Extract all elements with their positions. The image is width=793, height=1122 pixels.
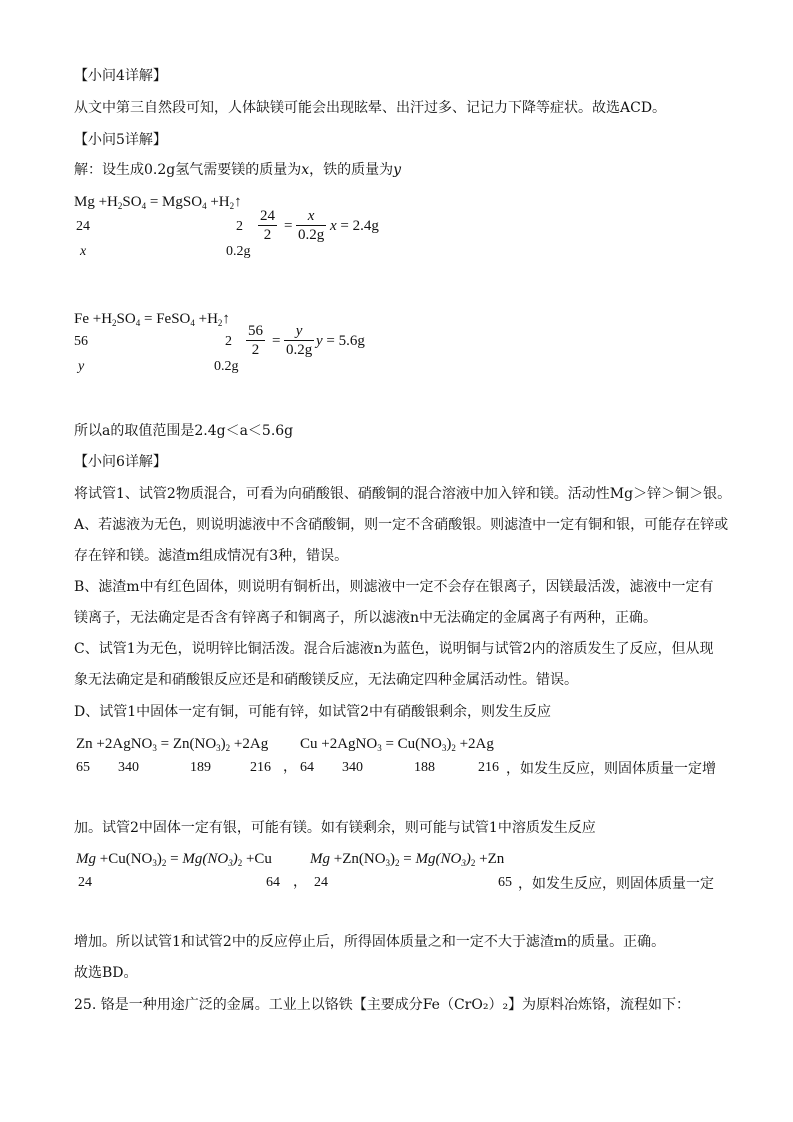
- comma: ，: [293, 875, 307, 890]
- q5-conclusion: 所以a的取值范围是2.4g＜a＜5.6g: [74, 423, 294, 439]
- mg-fraction-left: 24 2: [260, 208, 275, 243]
- ag-mass-216: 216: [250, 760, 271, 775]
- mg-var-x: x: [80, 244, 87, 259]
- zn-mass-65: 65: [498, 875, 512, 890]
- q6-option-a-line-2: 存在锌和镁。滤渣m组成情况有3种，错误。: [74, 548, 349, 564]
- q6-option-a-line-1: A、若滤液为无色，则说明滤液中不含硝酸铜，则一定不含硝酸银。则滤渣中一定有铜和银，可能存在锌或: [74, 517, 729, 533]
- fe-h2so4-equation: $Fe +H_2SO_4$ = FeSO$_4$ $+H_2↑$: [74, 311, 230, 328]
- cu-no3-mass-188: 188: [414, 760, 435, 775]
- comma: ，: [283, 760, 297, 775]
- q5-heading: 【小问5详解】: [74, 132, 167, 148]
- zn-mass-65: 65: [76, 760, 90, 775]
- zn-no3-mass-189: 189: [190, 760, 211, 775]
- q6-option-c-line-2: 象无法确定是和硝酸银反应还是和硝酸镁反应，无法确定四种金属活动性。错误。: [74, 672, 578, 688]
- q6-option-c-line-1: C、试管1为无色，说明锌比铜活泼。混合后滤液n为蓝色，说明铜与试管2内的溶质发生了反应，但从现: [74, 641, 714, 657]
- q6-answer: 故选BD。: [74, 965, 138, 981]
- q6-option-b-line-1: B、滤渣m中有红色固体，则说明有铜析出，则滤液中一定不会存在银离子，因镁最活泼，滤液中一定有: [74, 579, 714, 595]
- agno3-mass-340: 340: [118, 760, 139, 775]
- q25-text: 25. 铬是一种用途广泛的金属。工业上以铬铁【主要成分Fe（CrO₂）₂】为原料冶炼铬，流程如下：: [74, 997, 691, 1013]
- q6-option-b-line-2: 镁离子，无法确定是否含有锌离子和铜离子，所以滤液n中无法确定的金属离子有两种，正确。: [74, 610, 658, 626]
- mg-result: x = 2.4g: [330, 218, 379, 234]
- q6-heading: 【小问6详解】: [74, 454, 167, 470]
- fe-mass-2: 2: [225, 334, 232, 349]
- mg-fraction-right: x 0.2g: [298, 208, 325, 243]
- q5-intro: 解：设生成0.2g氢气需要镁的质量为x，铁的质量为y: [74, 162, 402, 178]
- mg-mass-24: 24: [78, 875, 92, 890]
- mg-mass-24: 24: [314, 875, 328, 890]
- q4-heading: 【小问4详解】: [74, 68, 167, 84]
- fe-result: y = 5.6g: [316, 333, 365, 349]
- q6-option-d-line-2-tail: ，如发生反应，则固体质量一定增: [506, 761, 716, 777]
- mg-var-0.2g: 0.2g: [226, 244, 251, 259]
- q6-option-d-line-3: 加。试管2中固体一定有银，可能有镁。如有镁剩余，则可能与试管1中溶质发生反应: [74, 820, 596, 836]
- agno3-mass-340: 340: [342, 760, 363, 775]
- mg-h2so4-equation: $Mg +H_2SO_4$ = MgSO$_4$ $+H_2↑$: [74, 194, 242, 211]
- equals-sign: =: [272, 333, 281, 349]
- fe-mass-56: 56: [74, 334, 88, 349]
- fe-fraction-right: y 0.2g: [286, 323, 313, 358]
- q6-option-d-line-1: D、试管1中固体一定有铜，可能有锌，如试管2中有硝酸银剩余，则发生反应: [74, 704, 552, 720]
- mg-mass-24: 24: [76, 219, 90, 234]
- ag-mass-216: 216: [478, 760, 499, 775]
- fe-var-0.2g: 0.2g: [214, 359, 239, 374]
- cu-mass-64: 64: [300, 760, 314, 775]
- q6-option-d-line-4-tail: ，如发生反应，则固体质量一定: [518, 876, 714, 892]
- cu-mass-64: 64: [266, 875, 280, 890]
- mg-znno3-equation: $Mg +Zn(NO_3)_2 = Mg(NO_3)_2 +Zn$: [310, 851, 505, 868]
- equals-sign: =: [284, 218, 293, 234]
- q6-paragraph-1: 将试管1、试管2物质混合，可看为向硝酸银、硝酸铜的混合溶液中加入锌和镁。活动性Mg＞锌＞铜＞银。: [74, 486, 732, 502]
- q4-text: 从文中第三自然段可知，人体缺镁可能会出现眩晕、出汗过多、记记力下降等症状。故选ACD。: [74, 100, 667, 116]
- fe-var-y: y: [78, 359, 85, 374]
- mg-mass-2: 2: [236, 219, 243, 234]
- mg-cuno3-equation: $Mg +Cu(NO_3)_2 = Mg(NO_3)_2 +Cu$: [76, 851, 272, 868]
- q6-option-d-line-5: 增加。所以试管1和试管2中的反应停止后，所得固体质量之和一定不大于滤渣m的质量。正确。: [74, 934, 666, 950]
- zn-agno3-equation: Zn +2AgNO$_3$ = $Zn(NO_3)_2 +2Ag$: [76, 736, 269, 753]
- cu-agno3-equation: Cu +2AgNO$_3$ = $Cu(NO_3)_2 +2Ag$: [300, 736, 494, 753]
- fe-fraction-left: 56 2: [248, 323, 263, 358]
